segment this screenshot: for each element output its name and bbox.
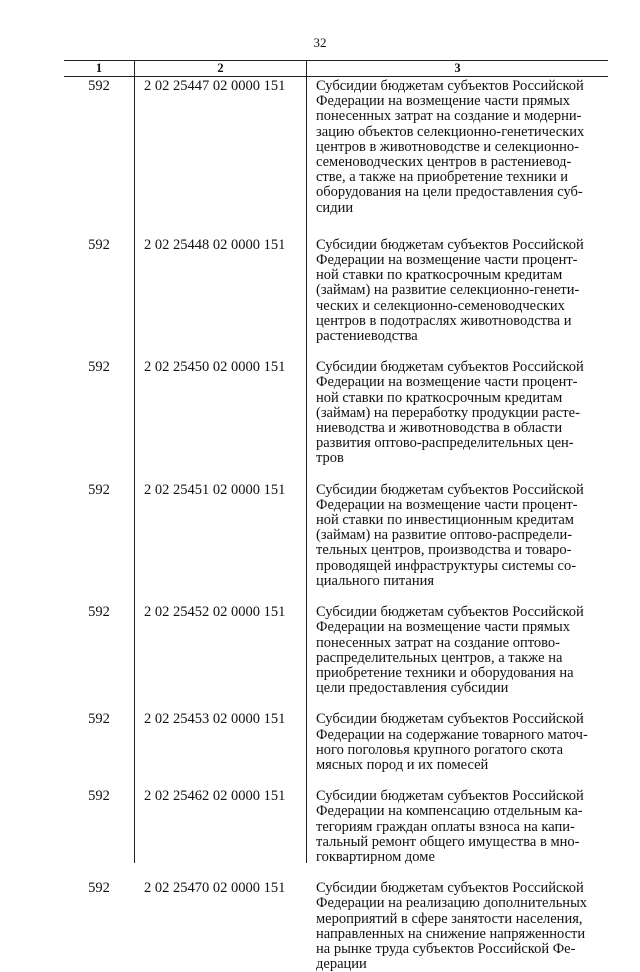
table-row xyxy=(64,879,608,972)
description-line: понесенных затрат на создание и модерни- xyxy=(316,108,582,125)
table-row xyxy=(64,358,608,466)
description-line: ной ставки по инвестиционным кредитам xyxy=(316,512,574,529)
description-line: Федерации на возмещение части процент- xyxy=(316,374,578,391)
description-line: Субсидии бюджетам субъектов Российской xyxy=(316,880,584,897)
description-line: Субсидии бюджетам субъектов Российской xyxy=(316,359,584,376)
description-line: мясных пород и их помесей xyxy=(316,756,489,773)
description-line: центров в животноводстве и селекционно- xyxy=(316,138,579,155)
description-line: Субсидии бюджетам субъектов Российской xyxy=(316,78,584,94)
budget-classification-table xyxy=(64,60,608,972)
description-cell xyxy=(306,603,608,696)
description-cell xyxy=(306,879,608,972)
budget-code-cell: 2 02 25448 02 0000 151 xyxy=(144,236,286,253)
description-line: центров в подотраслях животноводства и xyxy=(316,312,572,329)
description-line: Федерации на реализацию дополнительных xyxy=(316,895,588,912)
table-row xyxy=(64,481,608,589)
table-row xyxy=(64,236,608,344)
budget-code-cell: 2 02 25447 02 0000 151 xyxy=(144,78,286,94)
admin-code-cell: 592 xyxy=(88,788,110,805)
description-line: Субсидии бюджетам субъектов Российской xyxy=(316,711,584,728)
column-header-1: 1 xyxy=(95,61,103,75)
admin-code-cell: 592 xyxy=(88,359,110,376)
admin-code-cell: 592 xyxy=(88,880,110,897)
description-line: тров xyxy=(316,450,344,467)
description-line: цели предоставления субсидии xyxy=(316,680,509,697)
description-cell xyxy=(306,710,608,773)
description-cell xyxy=(306,787,608,865)
budget-code-cell: 2 02 25451 02 0000 151 xyxy=(144,481,286,498)
description-line: ниеводства и животноводства в области xyxy=(316,420,563,437)
admin-code-cell: 592 xyxy=(88,78,110,94)
description-line: направленных на снижение напряженности xyxy=(316,925,586,942)
description-line: Федерации на возмещение части прямых xyxy=(316,619,570,636)
table-row xyxy=(64,603,608,696)
description-line: (займам) на развитие оптово-распредели- xyxy=(316,527,573,544)
description-line: дерации xyxy=(316,956,367,972)
column-header-2: 2 xyxy=(134,61,306,76)
description-line: (займам) на переработку продукции расте- xyxy=(316,404,580,421)
description-line: ного поголовья крупного рогатого скота xyxy=(316,741,564,758)
admin-code-cell: 592 xyxy=(88,236,110,253)
description-line: Федерации на возмещение части прямых xyxy=(316,93,570,110)
description-line: Субсидии бюджетам субъектов Российской xyxy=(316,481,584,498)
description-line: распределительных центров, а также на xyxy=(316,649,563,666)
description-line: циального питания xyxy=(316,572,435,589)
description-line: приобретение техники и оборудования на xyxy=(316,664,574,681)
description-line: проводящей инфраструктуры системы со- xyxy=(316,557,577,574)
table-row xyxy=(64,710,608,773)
description-line: Федерации на компенсацию отдельным ка- xyxy=(316,803,583,820)
description-line: тальный ремонт общего имущества в мно- xyxy=(316,833,580,850)
description-line: Федерации на возмещение части процент- xyxy=(316,252,578,269)
description-line: Субсидии бюджетам субъектов Российской xyxy=(316,788,584,805)
table-body xyxy=(64,77,608,972)
description-line: развития оптово-распределительных цен- xyxy=(316,435,574,452)
table-header-row xyxy=(64,61,608,77)
description-line: ной ставки по краткосрочным кредитам xyxy=(316,389,563,406)
description-cell xyxy=(306,77,608,216)
description-line: ческих и селекционно-семеноводческих xyxy=(316,297,565,314)
description-line: мероприятий в сфере занятости населения, xyxy=(316,910,583,927)
page-number: 32 xyxy=(313,35,327,50)
description-line: стве, а также на приобретение техники и xyxy=(316,169,568,186)
description-line: зацию объектов селекционно-генетических xyxy=(316,123,585,140)
table-row xyxy=(64,77,608,216)
admin-code-cell: 592 xyxy=(88,481,110,498)
description-cell xyxy=(306,236,608,344)
description-line: тельных центров, производства и товаро- xyxy=(316,542,572,559)
description-line: оборудования на цели предоставления суб- xyxy=(316,184,583,201)
description-line: гоквартирном доме xyxy=(316,848,435,865)
description-line: понесенных затрат на создание оптово- xyxy=(316,634,560,651)
description-line: Федерации на содержание товарного маточ- xyxy=(316,726,588,743)
description-line: семеноводческих центров в растениевод- xyxy=(316,154,572,171)
description-line: (займам) на развитие селекционно-генети- xyxy=(316,282,580,299)
description-line: Федерации на возмещение части процент- xyxy=(316,496,578,513)
description-cell xyxy=(306,481,608,589)
budget-code-cell: 2 02 25470 02 0000 151 xyxy=(144,880,286,897)
description-line: Субсидии бюджетам субъектов Российской xyxy=(316,236,584,253)
admin-code-cell: 592 xyxy=(88,711,110,728)
budget-code-cell: 2 02 25453 02 0000 151 xyxy=(144,711,286,728)
table-row xyxy=(64,787,608,865)
description-line: ной ставки по краткосрочным кредитам xyxy=(316,267,563,284)
description-line: растениеводства xyxy=(316,328,418,345)
description-line: сидии xyxy=(316,199,354,216)
column-header-3: 3 xyxy=(306,61,608,76)
description-line: на рынке труда субъектов Российской Фе- xyxy=(316,940,576,957)
budget-code-cell: 2 02 25450 02 0000 151 xyxy=(144,359,286,376)
description-line: тегориям граждан оплаты взноса на капи- xyxy=(316,818,575,835)
budget-code-cell: 2 02 25462 02 0000 151 xyxy=(144,788,286,805)
description-cell xyxy=(306,358,608,466)
budget-code-cell: 2 02 25452 02 0000 151 xyxy=(144,604,286,621)
admin-code-cell: 592 xyxy=(88,604,110,621)
description-line: Субсидии бюджетам субъектов Российской xyxy=(316,604,584,621)
